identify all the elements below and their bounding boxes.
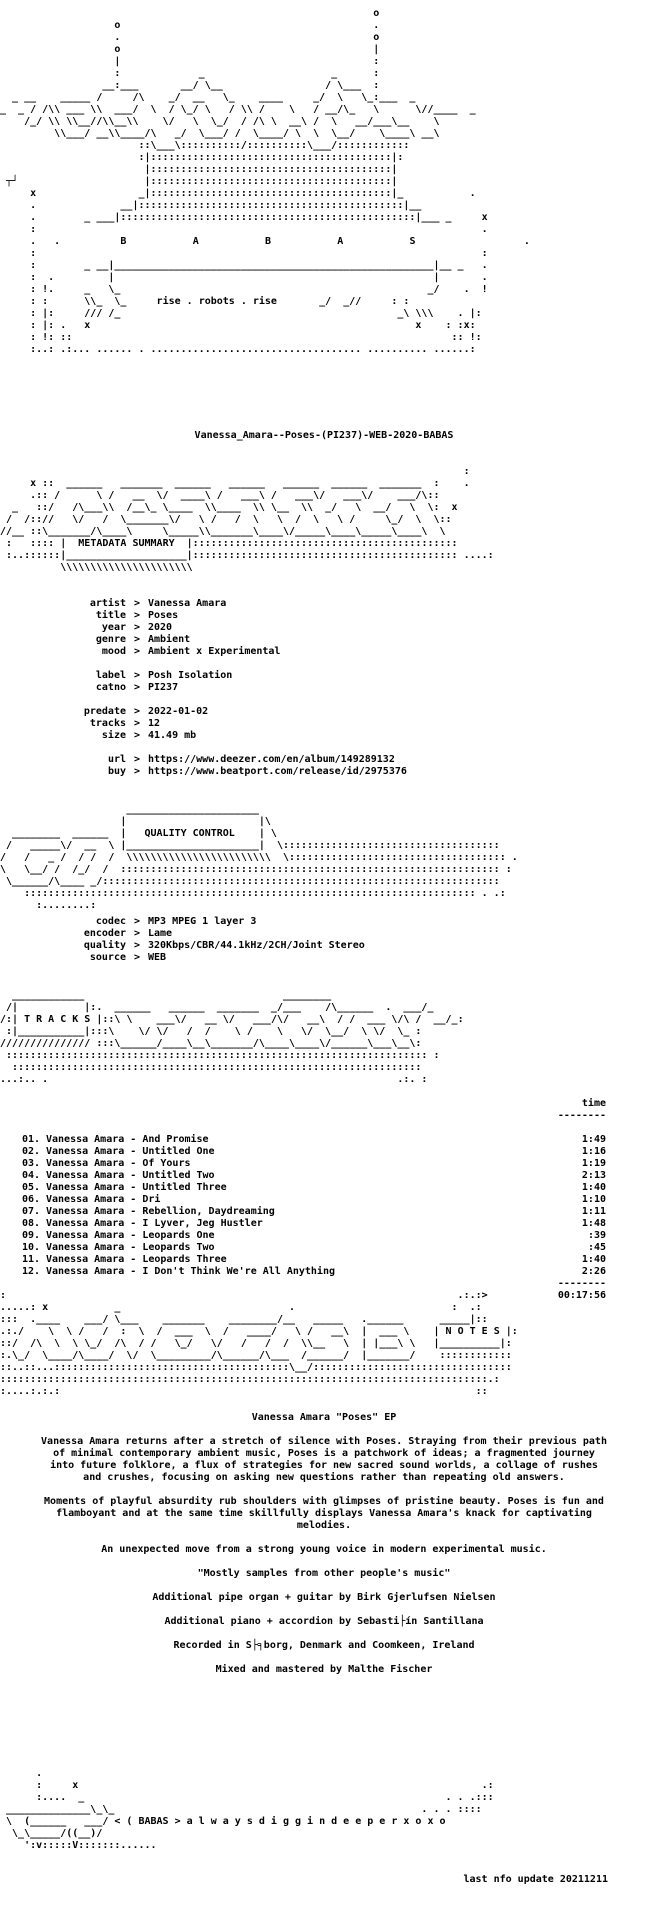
track-row: 01. Vanessa Amara - And Promise 1:49 (22, 1134, 606, 1145)
track-row: 02. Vanessa Amara - Untitled One 1:16 (22, 1146, 606, 1157)
meta-row-url: url > https://www.deezer.com/en/album/149289132 (107, 754, 395, 765)
quality-row-quality: quality > 320Kbps/CBR/44.1kHz/2CH/Joint Stereo (83, 940, 365, 951)
notes-heading: Vanessa Amara "Poses" EP (251, 1412, 397, 1423)
tracklist (22, 1098, 606, 1302)
track-row: 06. Vanessa Amara - Dri 1:10 (22, 1194, 606, 1205)
time-rule: -------- (557, 1110, 606, 1121)
metadata-header-art: : x :: ______ _______ ______ ______ ______ ______ _______ : . .:: / \ / __ \/ ____\ / ___\ / ___\/ ___\/ ___/\:: _ ::/ /\___\\ /__\_ \____ \\____ \\ \__ \\ _/ \ __/ \ \: x / /::// \/ / \_______\/ \ / / \ \ / \ \ / \_/ \ \:: //__ ::\_______/\____\ \_____\\_______\____\/_____\____\_____\____\ \ : :::: | METADATA SUMMARY |:::::::::::::::::::::::::::::::::::::::::::: :..::::::|____________________|:::::::::::::::::::::::::::::::::::::::::::: ....: \\\\\\\\\\\\\\\\\\\\\\ (0, 466, 494, 573)
logo-letter: B (120, 236, 127, 247)
footer-tagline: < ( BABAS > a l w a y s d i g g i n d e e p e r x o x o (114, 1816, 446, 1827)
logo-art: o o . . o o | | : : _ _ : __:___ __/ \__ / \___ : _ __ _____ / /\ _/ __ \_ ____ _/ \ \_:___ _ _ _ / /\\ ___ \\ ___/ \ / \_/ \ / \\ / \ / __/\_ \ \//____ _ /_/ \\ \\__//\\__\\ \/ \ \_/ / /\ \ __\ / \ __/___\__ \ \\___/ __\\____/\ _/ \___/ / \____/ \ \ \__/ \____\ __\ ::\___\::::::::::/::::::::::\___/:::::::::::: :|::::::::::::::::::::::::::::::::::::::::|: |::::::::::::::::::::::::::::::::::::::::| ┬┘ |::::::::::::::::::::::::::::::::::::::::| x _|::::::::::::::::::::::::::::::::::::::::|_ . . __|::::::::::::::::::::::::::::::::::::::::::::|__ . _ ___|:::::::::::::::::::::::::::::::::::::::::::::::::|___ _ x : . . . B A B A S . : : : _ __|_____________________________________________________|__ _ . : . | | . : !. _ \_ _/ . ! : : \\_ \_ rise . robots . rise _/ _// : : : |: /// /_ _\ \\\ . |: : |: . x x : :x: : !: :: :: !: :..: .:... ...... . ................................... .......... ......: (0, 8, 530, 355)
total-time: 00:17:56 (557, 1290, 606, 1301)
meta-row-catno: catno > PI237 (95, 682, 179, 693)
meta-row-year: year > 2020 (101, 622, 173, 633)
credit-organ-guitar: Additional pipe organ + guitar by Birk Gjerlufsen Nielsen (152, 1592, 496, 1603)
quality-row-source: source > WEB (89, 952, 167, 963)
meta-row-predate: predate > 2022-01-02 (83, 706, 209, 717)
credit-recorded: Recorded in S├╕borg, Denmark and Coomkeen, Ireland (173, 1640, 475, 1651)
track-row: 11. Vanessa Amara - Leopards Three 1:40 (22, 1254, 606, 1265)
credit-mastered: Mixed and mastered by Malthe Fischer (215, 1664, 433, 1675)
meta-row-mood: mood > Ambient x Experimental (101, 646, 281, 657)
credit-piano-accordion: Additional piano + accordion by Sebasti├ín Santillana (164, 1616, 484, 1627)
notes-quote: "Mostly samples from other people's music" (197, 1568, 451, 1579)
deezer-link[interactable]: https://www.deezer.com/en/album/149289132 (148, 754, 395, 765)
track-row: 08. Vanessa Amara - I Lyver, Jeg Hustler 1:48 (22, 1218, 606, 1229)
section-title-quality: QUALITY CONTROL (144, 828, 235, 839)
section-title-metadata: METADATA SUMMARY (78, 538, 175, 549)
notes-header-art: : .:.:> .....: x _ . : .: ::: .____ ___/ \___ _______ ________/__ _____ .______ _____|:: .:./ \ \ / / : \ / ___ \ / ____/ \ / __\ | ___ \ | N O T E S |: ::/ /\ \ \ \_/ /\ / / \_/ \/ / / / \\__ \ | |___\ \ |__________|: :.\_/ \____/\____/ \/ \_________/\______/\___ /______/ |_______/ :::::::::::: ::..::...:::::::::::::::::::::::::::::::::::::::\__/::::::::::::::::::::::::::::::::: :::::::::::::::::::::::::::::::::::::::::::::::::::::::::::::::::::::::::::::::::.: :....:.:.: :: (0, 1290, 518, 1397)
section-title-tracks: T R A C K S (24, 1014, 91, 1025)
track-row: 12. Vanessa Amara - I Don't Think We're All Anything 2:26 (22, 1266, 606, 1277)
quality-header-art: ______________________ | |\ ________ ______ | QUALITY CONTROL | \ / _____\/ __ \ |______________________| \:::::::::::::::::::::::::::::::::::: / / _ / / / / \\\\\\\\\\\\\\\\\\\\\\\\ \:::::::::::::::::::::::::::::::::::: . \ \__/ / /_/ / ::::::::::::::::::::::::::::::::::::::::::::::::::::::::::::::: : \______/\____ _/:::::::::::::::::::::::::::::::::::::::::::::::::::::::::::::::::: ::::::::::::::::::::::::::::::::::::::::::::::::::::::::::::::::::::::::::: . .: :........: (0, 804, 518, 911)
footer-dots: ':v:::::V:::::::...... (0, 1840, 157, 1851)
track-row: 05. Vanessa Amara - Untitled Three 1:40 (22, 1182, 606, 1193)
track-row: 04. Vanessa Amara - Untitled Two 2:13 (22, 1170, 606, 1181)
total-rule: -------- (557, 1278, 606, 1289)
release-notes (40, 1412, 608, 1688)
beatport-link[interactable]: https://www.beatport.com/release/id/2975376 (148, 766, 407, 777)
logo-letter: S (409, 236, 416, 247)
metadata-summary (0, 598, 407, 778)
quality-row-encoder: encoder > Lame (83, 928, 173, 939)
meta-row-size: size > 41.49 mb (101, 730, 197, 741)
quality-control (0, 916, 365, 964)
time-column-header: time (581, 1098, 606, 1109)
logo-tagline: rise . robots . rise (156, 296, 277, 307)
notes-paragraph-2: Moments of playful absurdity rub shoulders with glimpses of pristine beauty. Poses is fun and flamboyant and at the same time skillfully displays Vanessa Amara's knack for captivating melodies. (44, 1496, 604, 1531)
quality-row-codec: codec > MP3 MPEG 1 layer 3 (95, 916, 257, 927)
footer-art: . : x .: :.... _ . . .::: ______________\_\_ . . . :::: \ (______ ___/ < ( BABAS > a l w a y s d i g g i n d e e p e r x o x o \_\_____/((__)/ (6, 1768, 494, 1839)
logo-letter: B (264, 236, 271, 247)
logo-letter: A (337, 236, 344, 247)
track-row: 03. Vanessa Amara - Of Yours 1:19 (22, 1158, 606, 1169)
track-row: 09. Vanessa Amara - Leopards One :39 (22, 1230, 606, 1241)
tracks-header-art: ____________ ________ /| |:. ______ ______ _______ _/___ /\______ . ___/_ /:| T R A C K S |::\ \ ___\/ __ \/ ___/\/ __\ / / ___ \/\ / __/_: :|___________|:::\ \/ \/ / / \ / \ \/ \__/ \ \/ \_ : /////////////// :::\______/____\__\_______/\____\____\/______\___\__\: :::::::::::::::::::::::::::::::::::::::::::::::::::::::::::::::::::::: : :::::::::::::::::::::::::::::::::::::::::::::::::::::::::::::::::::: ...:.. . .:. : (0, 990, 464, 1085)
meta-row-buy: buy > https://www.beatport.com/release/id/2975376 (107, 766, 407, 777)
meta-row-artist: artist > Vanessa Amara (89, 598, 227, 609)
meta-row-label: label > Posh Isolation (95, 670, 233, 681)
last-update: last nfo update 20211211 (463, 1874, 608, 1885)
meta-row-title: title > Poses (95, 610, 179, 621)
track-row: 10. Vanessa Amara - Leopards Two :45 (22, 1242, 606, 1253)
notes-paragraph-1: Vanessa Amara returns after a stretch of silence with Poses. Straying from their previous path of minimal contemporary ambient music, Poses is a patchwork of ideas; a fragmented journey into future folklore, a flux of strategies for new sacred sound worlds, a collage of rushes and crushes, focusing on asking new questions rather than repeating old answers. (41, 1436, 607, 1483)
meta-row-tracks: tracks > 12 (89, 718, 161, 729)
logo-letter: A (192, 236, 199, 247)
release-name: Vanessa_Amara--Poses-(PI237)-WEB-2020-BABAS (194, 430, 454, 441)
notes-paragraph-3: An unexpected move from a strong young voice in modern experimental music. (101, 1544, 547, 1555)
meta-row-genre: genre > Ambient (95, 634, 191, 645)
section-title-notes: N O T E S (445, 1326, 500, 1337)
track-row: 07. Vanessa Amara - Rebellion, Daydreaming 1:11 (22, 1206, 606, 1217)
